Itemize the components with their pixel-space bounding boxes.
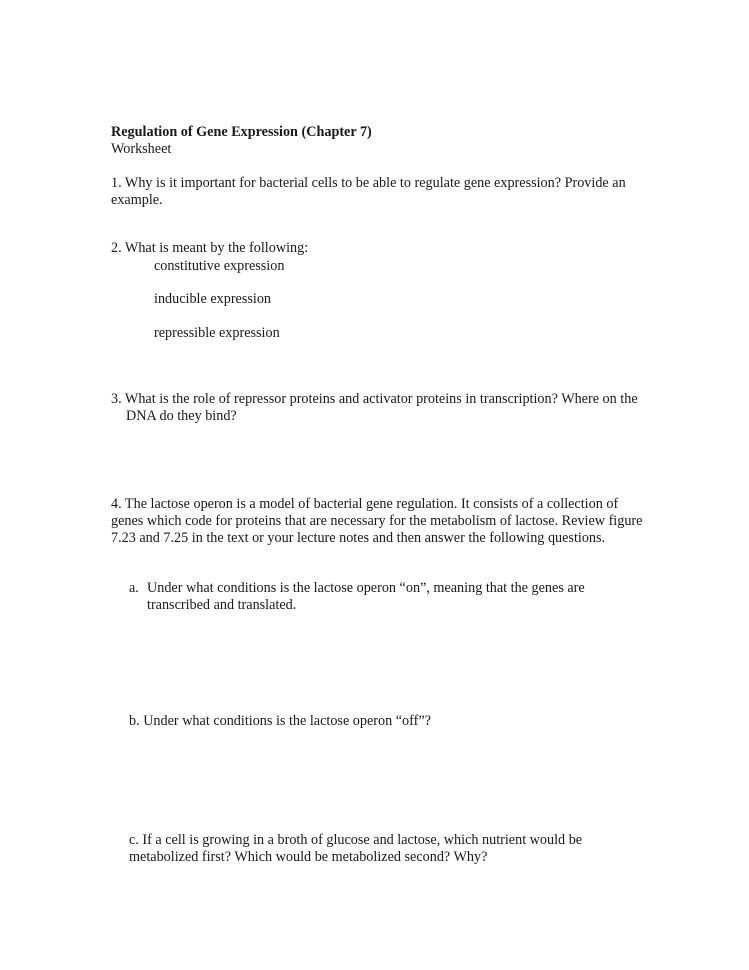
term-inducible: inducible expression	[154, 291, 272, 307]
question-4c: c. If a cell is growing in a broth of glucose and lactose, which nutrient would be metabolized first? Which would be metabolized second? Why?	[129, 832, 583, 865]
question-2: 2. What is meant by the following:	[111, 240, 309, 256]
term-repressible: repressible expression	[154, 325, 280, 341]
question-3: 3. What is the role of repressor proteins and activator proteins in transcription? Where on the DNA do they bind?	[111, 391, 638, 424]
document-title: Regulation of Gene Expression (Chapter 7)	[111, 124, 372, 140]
term-constitutive: constitutive expression	[154, 258, 285, 274]
question-4b: b. Under what conditions is the lactose operon “off”?	[129, 713, 431, 729]
document-subtitle: Worksheet	[111, 141, 172, 157]
question-1: 1. Why is it important for bacterial cells to be able to regulate gene expression? Provide an example.	[111, 175, 626, 208]
question-4a-label: a.	[129, 580, 139, 596]
question-4: 4. The lactose operon is a model of bacterial gene regulation. It consists of a collection of genes which code for proteins that are necessary for the metabolism of lactose. Review figure 7.23 and 7.25 in the text or your lecture notes and then answer the following questions.	[111, 496, 643, 546]
question-4a-text: Under what conditions is the lactose operon “on”, meaning that the genes are transcribed and translated.	[147, 580, 585, 613]
